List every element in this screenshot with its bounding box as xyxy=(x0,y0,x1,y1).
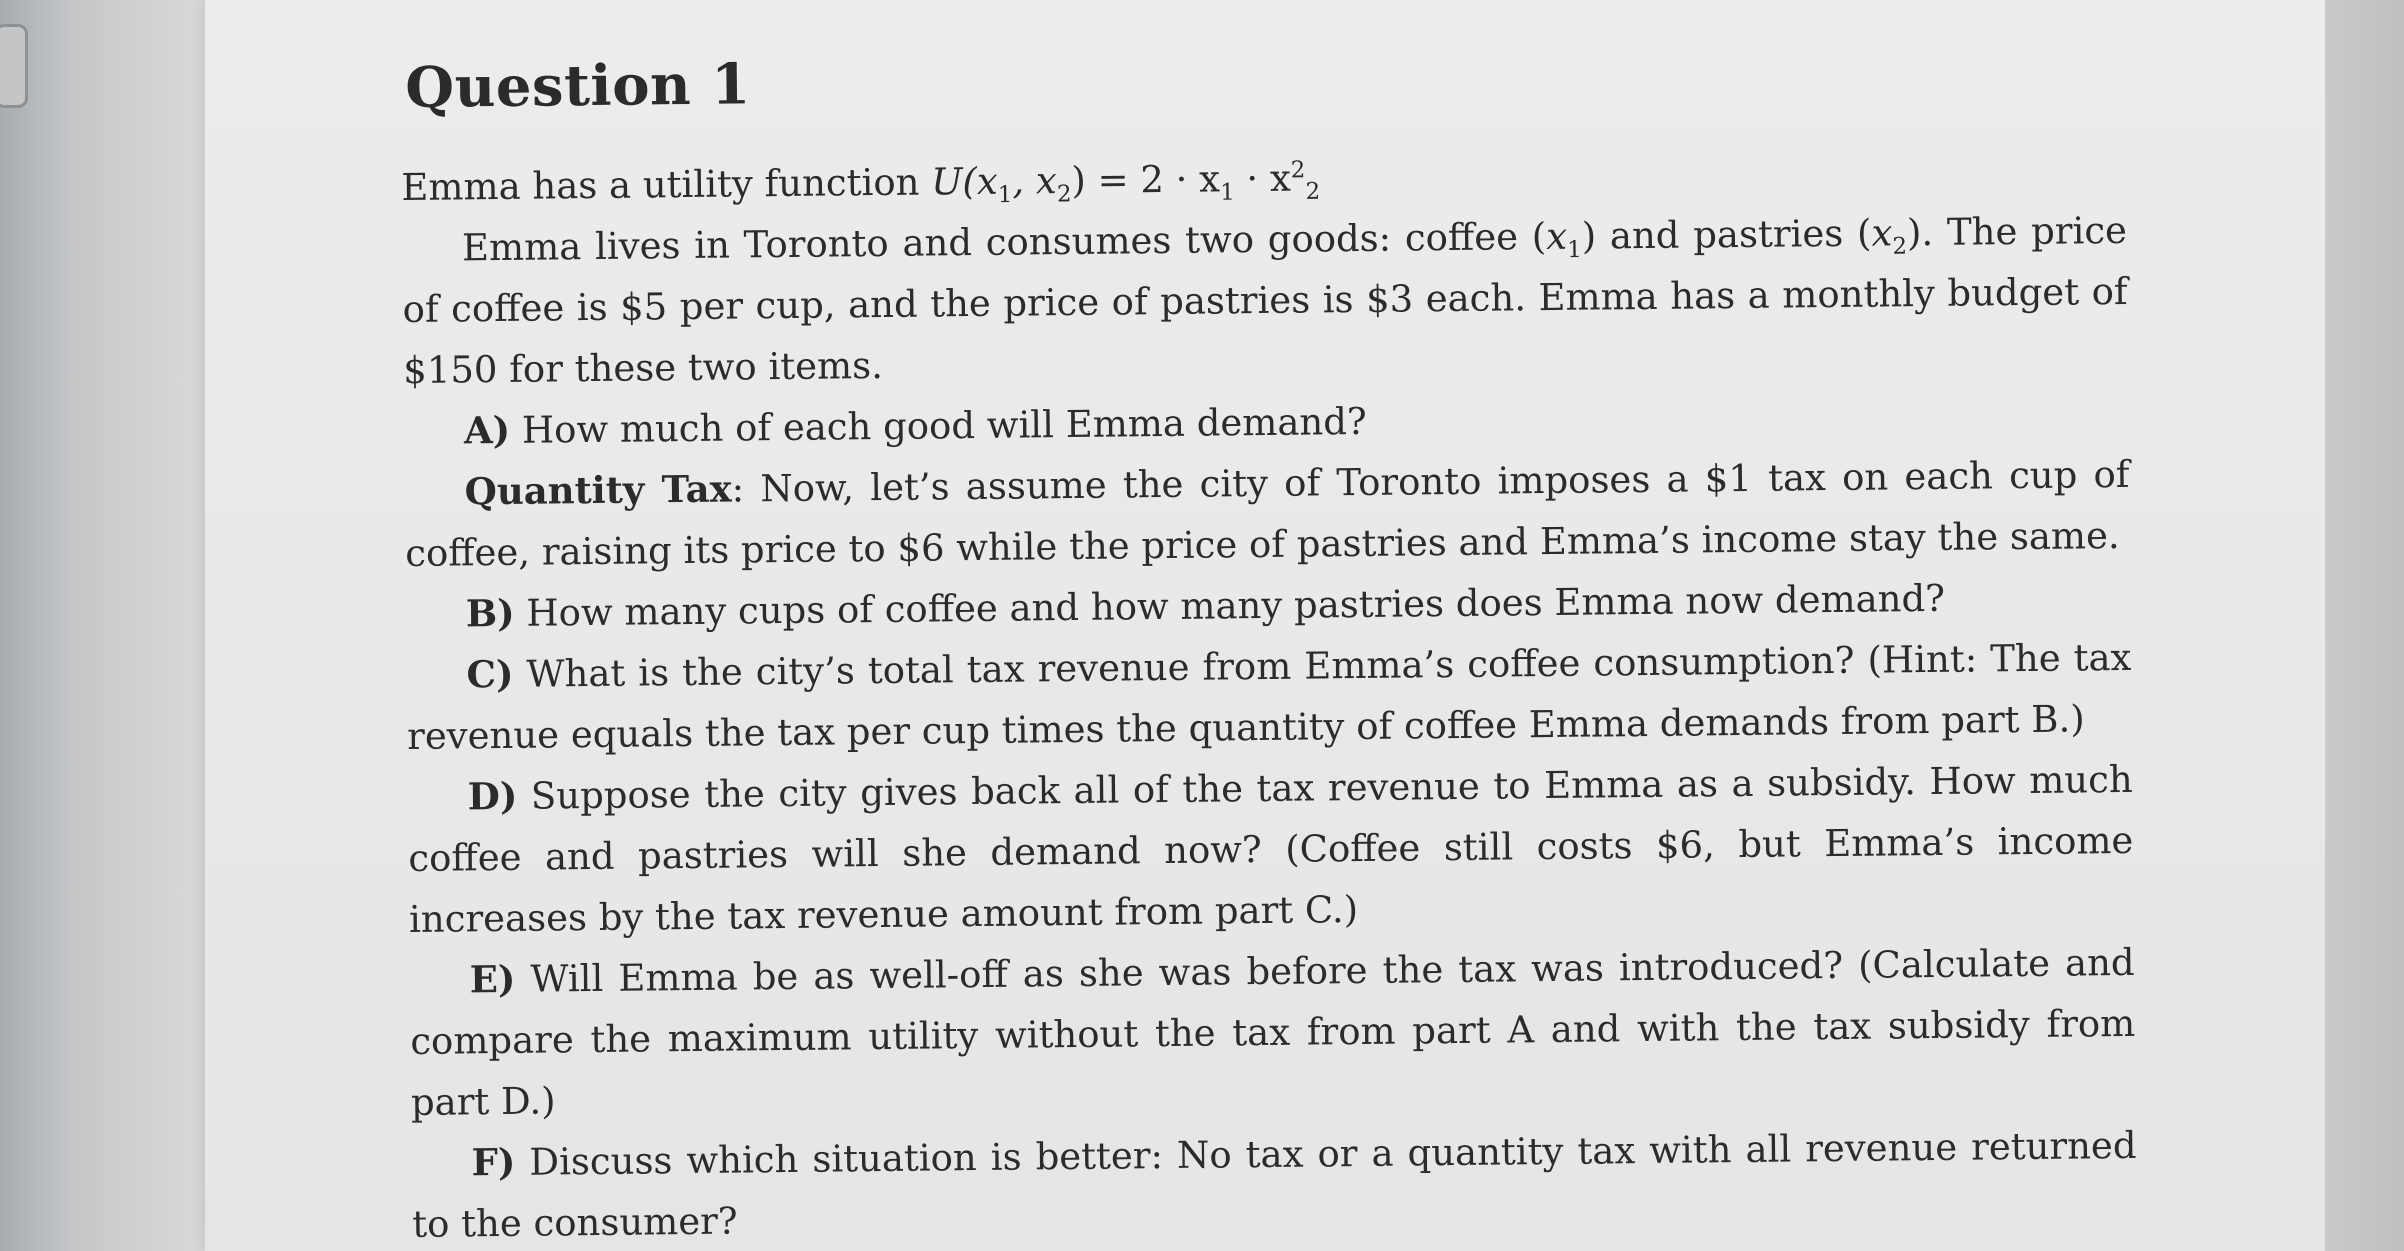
part-d: D) Suppose the city gives back all of the tax revenue to Emma as a subsidy. How much coffee and pastries will she demand now? (Coffee still costs $6, but Emma’s income increases by the tax revenue amount from part C.) xyxy=(408,757,2134,941)
background-strip xyxy=(2325,0,2404,1251)
question-title: Question 1 xyxy=(404,51,752,121)
part-e: E) Will Emma be as well-off as she was before the tax was introduced? (Calculate and compare the maximum utility without the tax from part A and with the tax subsidy from part D.) xyxy=(410,940,2136,1124)
part-a: A) How much of each good will Emma demand? xyxy=(463,399,1367,453)
intro-paragraph: Emma lives in Toronto and consumes two goods: coffee $(x_1)$ and pastries $(x_2)$. The price of coffee is $5 per cup, and the price of pastries is $3 each. Emma has a monthly budget of $150 for these two items. xyxy=(402,208,2128,392)
quantity-tax-paragraph: Quantity Tax: Now, let’s assume the city of Toronto imposes a $1 tax on each cup of coffee, raising its price to $6 while the price of pastries and Emma’s income stay the same. xyxy=(404,452,2130,575)
utility-function-line: Emma has a utility function $U(x_1$, $x_2) = 2 \cdot x_1 \cdot x^2_2$ xyxy=(401,156,1321,209)
part-b: B) How many cups of coffee and how many pastries does Emma now demand? xyxy=(465,576,1946,636)
page-edge-tab xyxy=(0,24,28,108)
part-f: F) Discuss which situation is better: No tax or a quantity tax with all revenue returned to the consumer? xyxy=(412,1123,2137,1246)
part-c: C) What is the city’s total tax revenue from Emma’s coffee consumption? (Hint: The tax revenue equals the tax per cup times the quantity of coffee Emma demands from part B.) xyxy=(406,635,2132,758)
question-document xyxy=(400,37,2137,1251)
